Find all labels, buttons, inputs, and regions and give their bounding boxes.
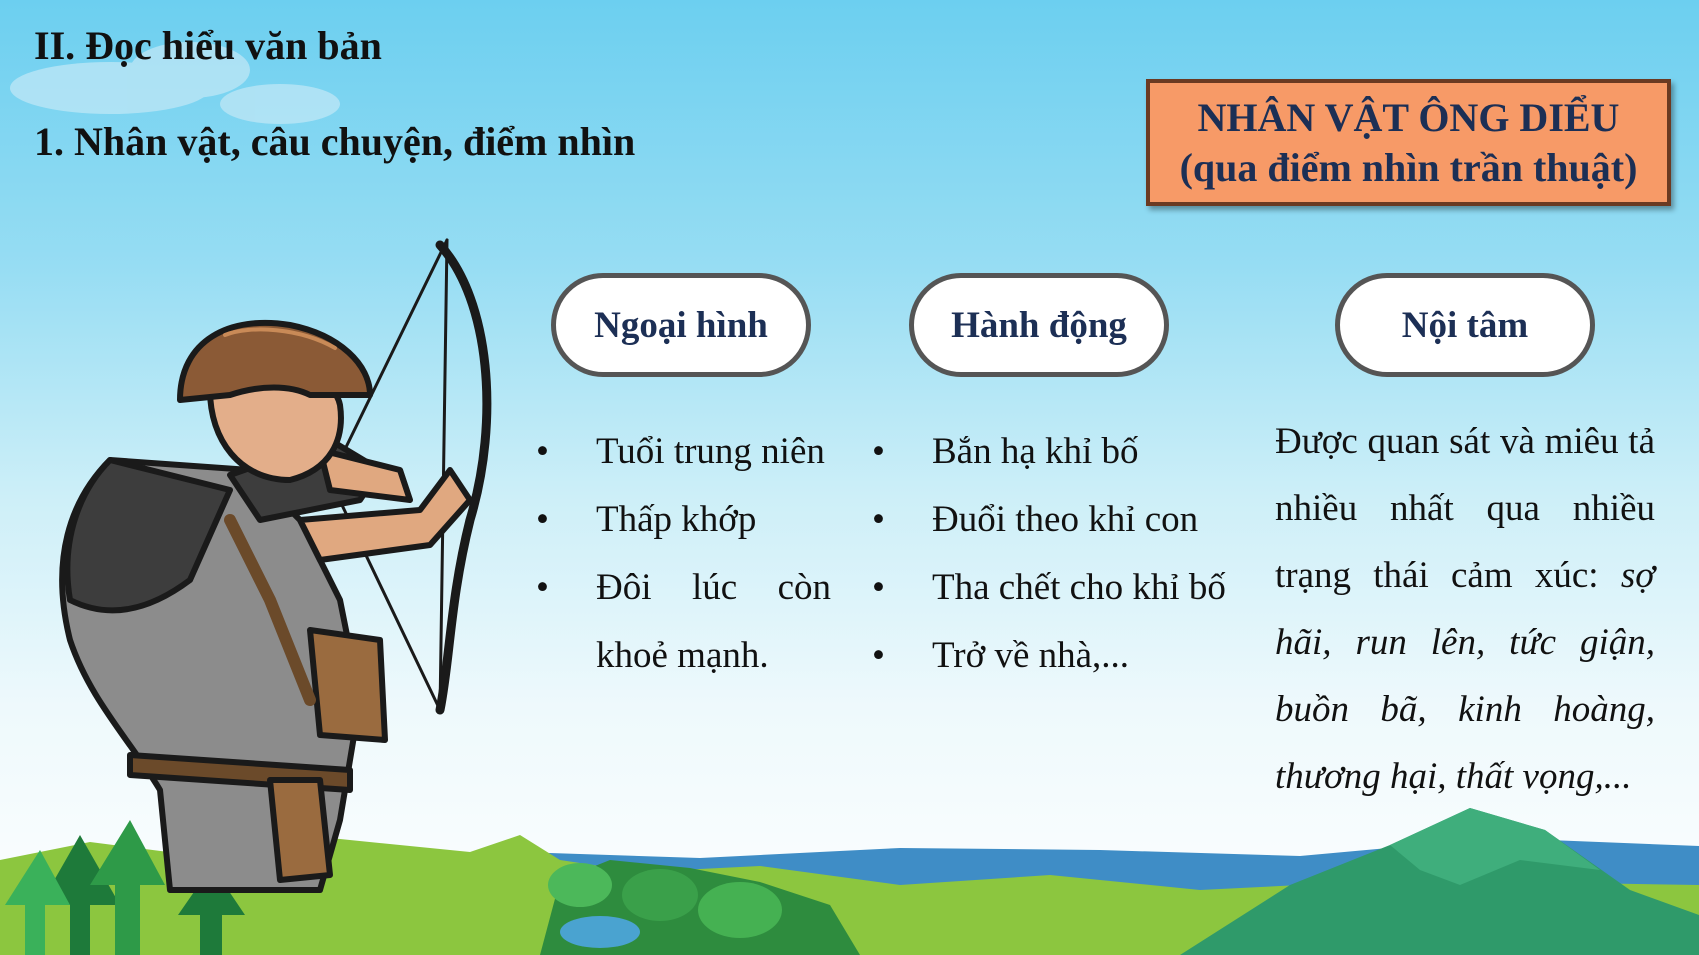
bullet-icon xyxy=(536,554,549,622)
archer-illustration xyxy=(62,240,487,890)
list-item: • Trở về nhà,... xyxy=(872,622,1232,690)
heading-actions: Hành động xyxy=(909,273,1169,377)
list-item-continuation: khoẻ mạnh. xyxy=(596,635,769,676)
list-item: • Thấp khớp xyxy=(536,486,831,554)
bullet-icon xyxy=(872,418,885,486)
actions-list xyxy=(872,418,1232,690)
character-title-box xyxy=(1146,79,1671,206)
list-item: • Đôi lúc còn xyxy=(536,554,831,622)
list-item: • Tuổi trung niên xyxy=(536,418,831,486)
bullet-icon xyxy=(872,486,885,554)
inner-thoughts-emotions: sợ hãi, run lên, tức giận, buồn bã, kinh hoàng, thương hại, thất vọng,... xyxy=(1275,555,1655,797)
heading-appearance: Ngoại hình xyxy=(551,273,811,377)
appearance-list xyxy=(536,418,831,690)
section-title: II. Đọc hiểu văn bản xyxy=(34,23,382,68)
list-item: • Đuổi theo khỉ con xyxy=(872,486,1232,554)
character-title-line1: NHÂN VẬT ÔNG DIỂU xyxy=(1197,94,1620,140)
inner-thoughts-plain: Được quan sát và miêu tả nhiều nhất qua nhiều trạng thái cảm xúc: xyxy=(1275,421,1655,596)
bullet-icon xyxy=(872,622,885,690)
bullet-icon xyxy=(536,486,549,554)
list-item: • Bắn hạ khỉ bố xyxy=(872,418,1232,486)
list-item: • Tha chết cho khỉ bố xyxy=(872,554,1232,622)
character-title-line2: (qua điểm nhìn trần thuật) xyxy=(1179,144,1638,190)
heading-inner-thoughts: Nội tâm xyxy=(1335,273,1595,377)
inner-thoughts-text xyxy=(1275,408,1655,810)
subsection-title: 1. Nhân vật, câu chuyện, điểm nhìn xyxy=(34,119,636,164)
bullet-icon xyxy=(872,554,885,622)
bullet-icon xyxy=(536,418,549,486)
